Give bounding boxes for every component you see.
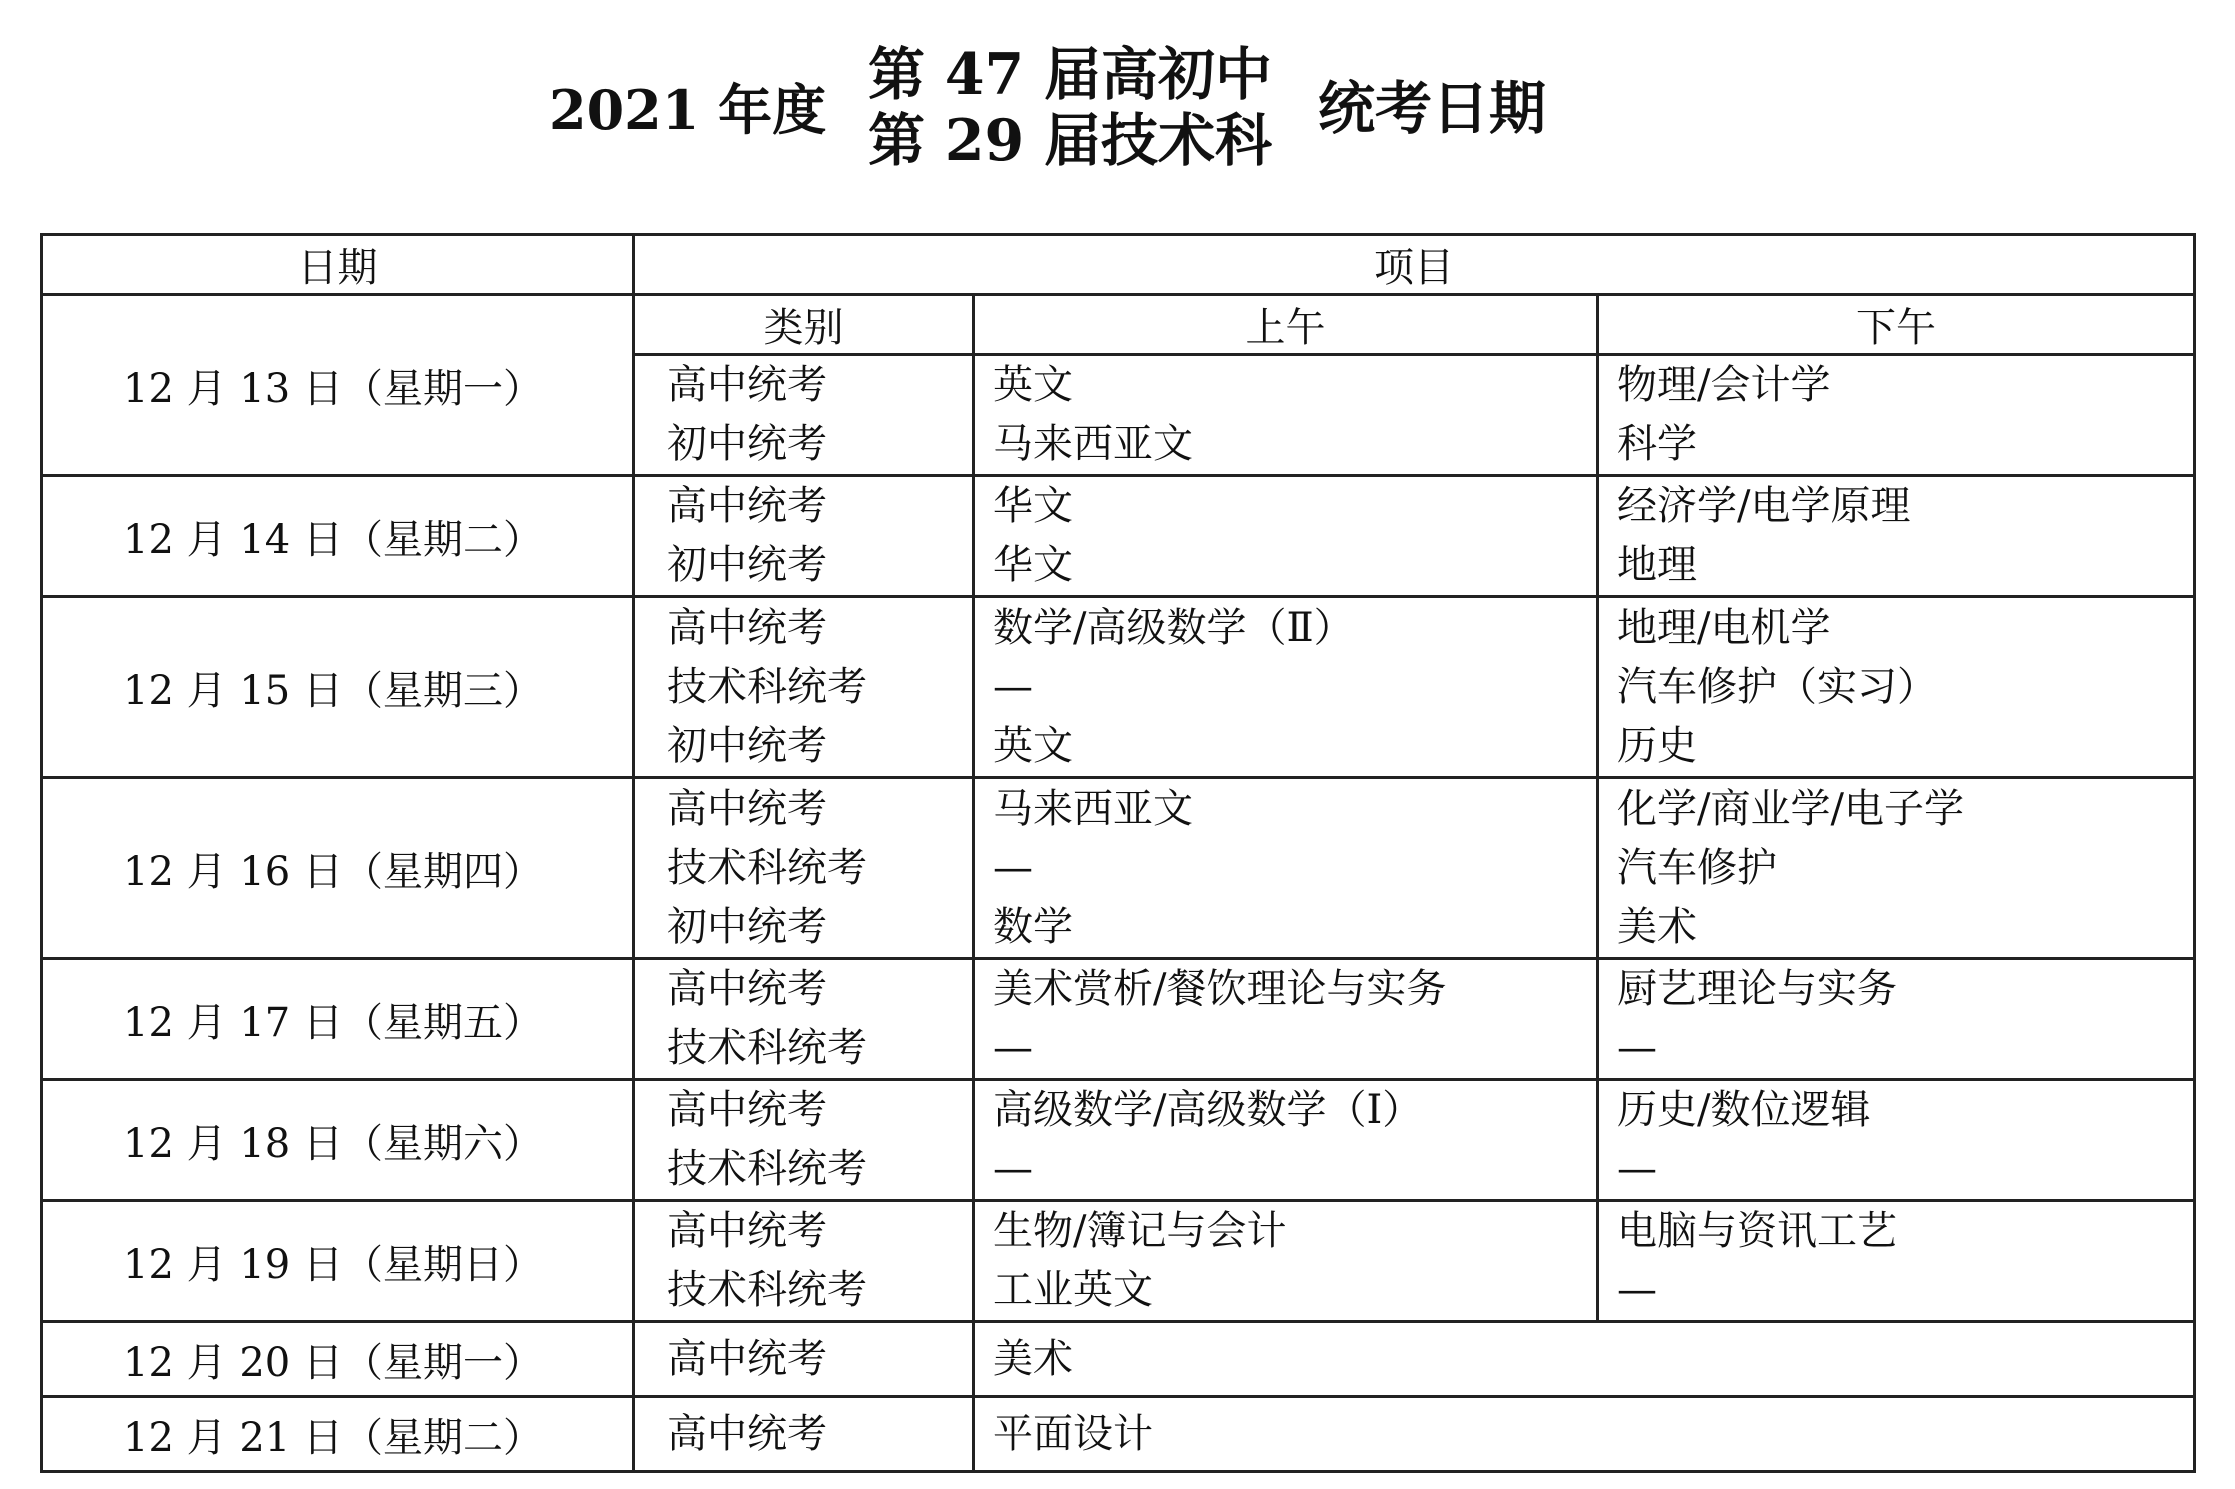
- afternoon-subjects: [1598, 1080, 2195, 1201]
- subject-line: 英文: [993, 362, 1073, 408]
- category-line: 技术科统考: [667, 844, 867, 891]
- exam-schedule-table: [40, 233, 2196, 1473]
- subject-line: 地理: [1617, 542, 1697, 588]
- exam-category: [634, 959, 974, 1080]
- header-row: [42, 235, 2195, 295]
- subject-line: 经济学/电学原理: [1617, 483, 1911, 529]
- morning-subjects: [974, 355, 1598, 476]
- header-date: 日期: [42, 235, 634, 295]
- subject-line: 历史: [1617, 722, 1697, 769]
- subject-line: 工业英文: [993, 1267, 1153, 1313]
- subject-line: 高级数学/高级数学（Ⅰ）: [993, 1087, 1423, 1133]
- table-row: [42, 476, 2195, 597]
- category-line: 高中统考: [667, 966, 827, 1012]
- header-item: 项目: [634, 235, 2195, 295]
- morning-subjects: [974, 959, 1598, 1080]
- category-line: 技术科统考: [667, 663, 867, 710]
- exam-category: [634, 597, 974, 778]
- exam-date: 12 月 17 日（星期五）: [42, 959, 634, 1080]
- subject-line: 数学/高级数学（Ⅱ）: [993, 604, 1354, 651]
- exam-date: 12 月 19 日（星期日）: [42, 1201, 634, 1322]
- subject-line: —: [1617, 1025, 1657, 1071]
- category-line: 技术科统考: [667, 1025, 867, 1071]
- category-line: 初中统考: [667, 903, 827, 950]
- morning-subjects: [974, 778, 1598, 959]
- exam-date: 12 月 16 日（星期四）: [42, 778, 634, 959]
- exam-date: 12 月 20 日（星期一）: [42, 1322, 634, 1397]
- subject-line: 美术: [1617, 903, 1697, 950]
- table-row: [42, 1080, 2195, 1201]
- category-line: 高中统考: [667, 1208, 827, 1254]
- subject-line: —: [1617, 1267, 1657, 1313]
- document-title: [0, 0, 2235, 230]
- afternoon-subjects: [1598, 476, 2195, 597]
- exam-date: 12 月 14 日（星期二）: [42, 476, 634, 597]
- subject-line: 马来西亚文: [993, 421, 1193, 467]
- exam-category: [634, 1080, 974, 1201]
- category-line: 高中统考: [667, 785, 827, 832]
- title-line-2: 第 29 届技术科: [868, 107, 1273, 174]
- afternoon-subjects: [1598, 597, 2195, 778]
- afternoon-subjects: [1598, 959, 2195, 1080]
- exam-date: 12 月 15 日（星期三）: [42, 597, 634, 778]
- exam-category: [634, 1322, 974, 1397]
- subject-line: 物理/会计学: [1617, 362, 1831, 408]
- category-line: 高中统考: [667, 1410, 827, 1457]
- category-line: 高中统考: [667, 1087, 827, 1133]
- subject-line: 历史/数位逻辑: [1617, 1087, 1871, 1133]
- subject-line: 化学/商业学/电子学: [1617, 785, 1964, 832]
- table-row: [42, 597, 2195, 778]
- subject-line: 生物/簿记与会计: [993, 1208, 1287, 1254]
- subject-line: —: [1617, 1146, 1657, 1192]
- exam-category: [634, 1397, 974, 1472]
- exam-date: 12 月 13 日（星期一）: [42, 295, 634, 476]
- category-line: 高中统考: [667, 483, 827, 529]
- subject-line: 马来西亚文: [993, 785, 1193, 832]
- subject-line: 华文: [993, 483, 1073, 529]
- category-line: 初中统考: [667, 421, 827, 467]
- subject-line: 汽车修护: [1617, 844, 1777, 891]
- header-morning: 上午: [974, 295, 1598, 355]
- afternoon-subjects: [1598, 355, 2195, 476]
- table-row: [42, 1322, 2195, 1397]
- table-row: [42, 778, 2195, 959]
- exam-date: 12 月 21 日（星期二）: [42, 1397, 634, 1472]
- subject-line: —: [993, 663, 1033, 710]
- subject-line: 华文: [993, 542, 1073, 588]
- category-line: 高中统考: [667, 362, 827, 408]
- subject-line: —: [993, 844, 1033, 891]
- table-row: [42, 1397, 2195, 1472]
- category-line: 技术科统考: [667, 1146, 867, 1192]
- title-suffix: 统考日期: [1318, 75, 1546, 142]
- table-row: [42, 959, 2195, 1080]
- subject-line: —: [993, 1146, 1033, 1192]
- subject-line: 科学: [1617, 421, 1697, 467]
- exam-category: [634, 355, 974, 476]
- category-line: 技术科统考: [667, 1267, 867, 1313]
- category-line: 初中统考: [667, 722, 827, 769]
- exam-category: [634, 476, 974, 597]
- subject-line: —: [993, 1025, 1033, 1071]
- combined-subject: [974, 1397, 2195, 1472]
- subject-line: 厨艺理论与实务: [1617, 966, 1897, 1012]
- morning-subjects: [974, 597, 1598, 778]
- table-row: [42, 295, 2195, 355]
- exam-category: [634, 778, 974, 959]
- category-line: 高中统考: [667, 1335, 827, 1382]
- subject-line: 地理/电机学: [1617, 604, 1831, 651]
- title-year: 2021 年度: [549, 78, 827, 142]
- category-line: 初中统考: [667, 542, 827, 588]
- subject-line: 汽车修护（实习）: [1617, 663, 1937, 710]
- subject-line: 英文: [993, 722, 1073, 769]
- morning-subjects: [974, 476, 1598, 597]
- subject-line: 平面设计: [993, 1410, 1153, 1457]
- subject-line: 美术赏析/餐饮理论与实务: [993, 966, 1447, 1012]
- afternoon-subjects: [1598, 1201, 2195, 1322]
- category-line: 高中统考: [667, 604, 827, 651]
- subject-line: 美术: [993, 1335, 1073, 1382]
- morning-subjects: [974, 1201, 1598, 1322]
- subject-line: 电脑与资讯工艺: [1617, 1208, 1897, 1254]
- header-afternoon: 下午: [1598, 295, 2195, 355]
- morning-subjects: [974, 1080, 1598, 1201]
- exam-category: [634, 1201, 974, 1322]
- combined-subject: [974, 1322, 2195, 1397]
- title-line-1: 第 47 届高初中: [868, 41, 1273, 108]
- header-category: 类别: [634, 295, 974, 355]
- table-row: [42, 1201, 2195, 1322]
- afternoon-subjects: [1598, 778, 2195, 959]
- exam-date: 12 月 18 日（星期六）: [42, 1080, 634, 1201]
- subject-line: 数学: [993, 903, 1073, 950]
